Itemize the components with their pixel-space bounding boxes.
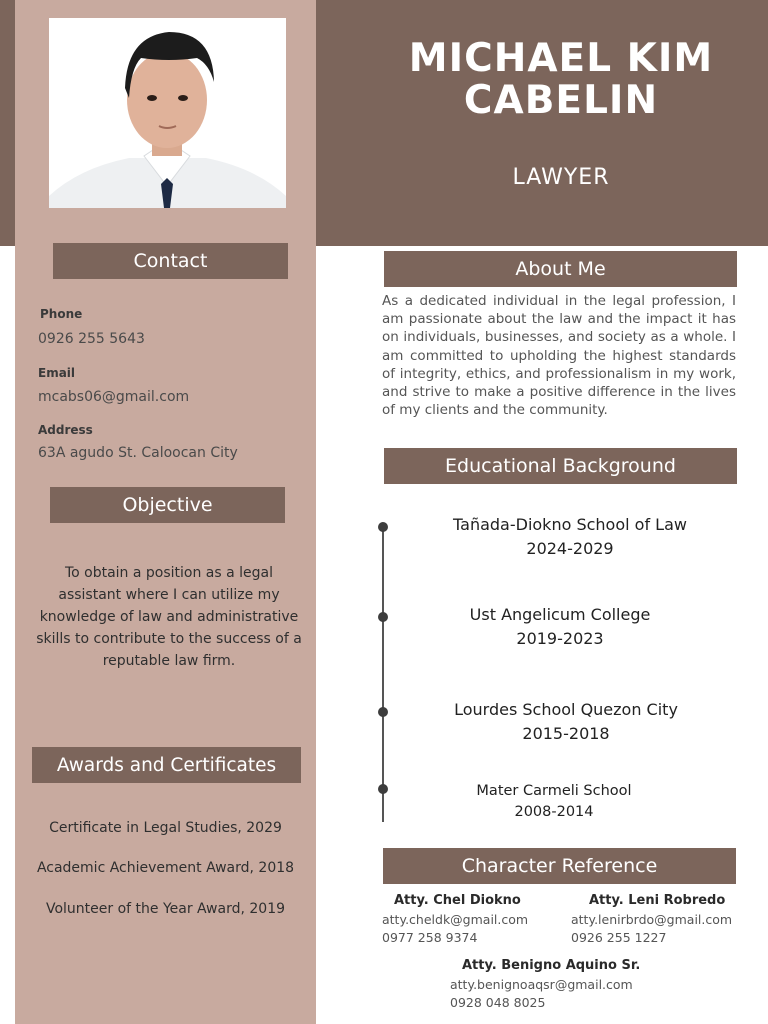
education-school: Mater Carmeli School xyxy=(476,783,632,799)
address-value: 63A agudo St. Caloocan City xyxy=(38,445,238,461)
email-label: Email xyxy=(38,366,76,380)
education-school: Tañada-Diokno School of Law xyxy=(453,515,687,534)
candidate-title: LAWYER xyxy=(512,165,610,190)
reference-email: atty.lenirbrdo@gmail.com xyxy=(571,912,733,927)
education-item xyxy=(400,513,740,561)
education-item xyxy=(384,781,724,823)
education-years: 2008-2014 xyxy=(514,804,594,820)
reference-phone: 0926 255 1227 xyxy=(571,930,667,945)
objective-text: To obtain a position as a legal assistant where I can utilize my knowledge of law and administrative skills to contribute to the success of a reputable law firm. xyxy=(36,565,302,669)
education-school: Lourdes School Quezon City xyxy=(454,700,678,719)
education-item xyxy=(396,698,736,746)
phone-label: Phone xyxy=(40,307,83,321)
award-item: Volunteer of the Year Award, 2019 xyxy=(45,901,286,917)
about-text: As a dedicated individual in the legal profession, I am passionate about the law and the impact it has on individuals, businesses, and society as a whole. I am committed to upholding the highest standards of integrity, ethics, and professionalism in my work, and strive to make a positive difference in the lives of my clients and the community. xyxy=(382,293,736,419)
address-label: Address xyxy=(38,423,93,437)
contact-heading: Contact xyxy=(53,243,288,279)
award-item: Certificate in Legal Studies, 2029 xyxy=(49,820,282,836)
education-years: 2015-2018 xyxy=(522,724,610,743)
education-years: 2019-2023 xyxy=(516,629,604,648)
candidate-name: MICHAEL KIM CABELIN xyxy=(408,36,714,123)
reference-phone: 0928 048 8025 xyxy=(450,995,546,1010)
education-years: 2024-2029 xyxy=(526,539,614,558)
awards-heading: Awards and Certificates xyxy=(32,747,301,783)
reference-name: Atty. Leni Robredo xyxy=(589,893,726,908)
education-heading: Educational Background xyxy=(384,448,737,484)
about-heading: About Me xyxy=(384,251,737,287)
reference-heading: Character Reference xyxy=(383,848,736,884)
email-value: mcabs06@gmail.com xyxy=(38,389,190,405)
timeline-dot xyxy=(378,522,388,532)
timeline-dot xyxy=(378,612,388,622)
award-item: Academic Achievement Award, 2018 xyxy=(36,860,295,876)
education-school: Ust Angelicum College xyxy=(469,605,651,624)
reference-phone: 0977 258 9374 xyxy=(382,930,478,945)
timeline-dot xyxy=(378,707,388,717)
profile-photo-illustration xyxy=(49,18,286,208)
reference-name: Atty. Benigno Aquino Sr. xyxy=(462,958,641,973)
objective-heading: Objective xyxy=(50,487,285,523)
timeline-line xyxy=(382,526,384,822)
reference-name: Atty. Chel Diokno xyxy=(394,893,521,908)
reference-email: atty.benignoaqsr@gmail.com xyxy=(450,977,633,992)
reference-email: atty.cheldk@gmail.com xyxy=(382,912,529,927)
education-item xyxy=(390,603,730,651)
phone-value: 0926 255 5643 xyxy=(38,331,145,347)
profile-photo xyxy=(49,18,286,208)
